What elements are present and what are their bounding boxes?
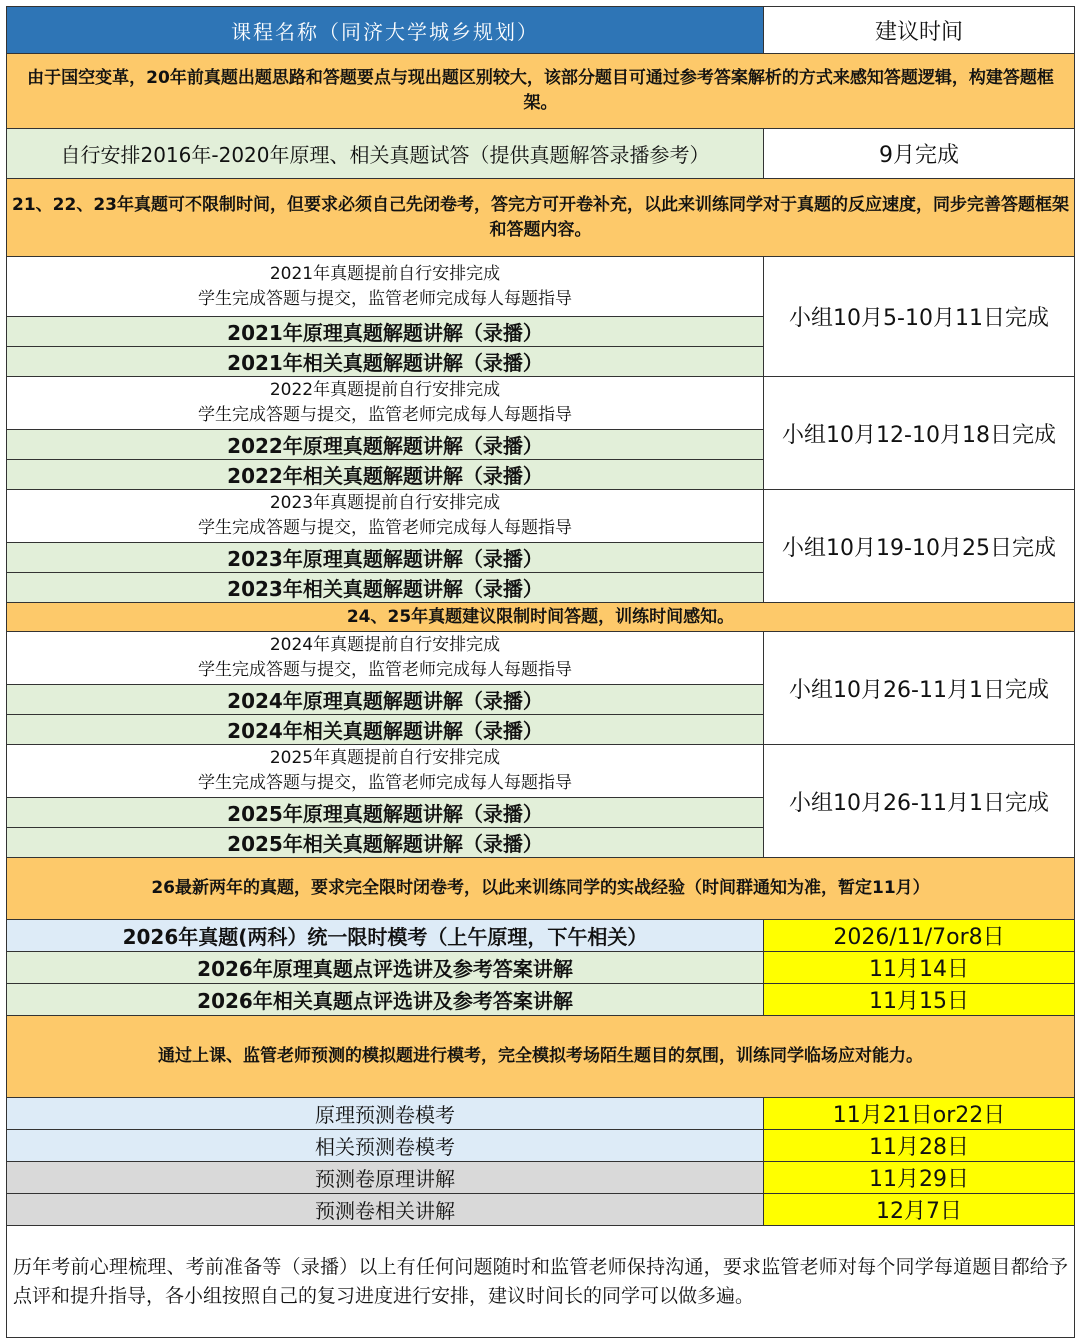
note-24-25: 24、25年真题建议限制时间答题，训练时间感知。 <box>7 603 1075 632</box>
year-task-row <box>7 490 1075 543</box>
related-lecture-2025: 2025年相关真题解题讲解（录播） <box>7 828 764 858</box>
year-task-line1: 2024年真题提前自行安排完成 <box>269 635 501 655</box>
mock-principle-lecture-time: 11月29日 <box>764 1162 1075 1194</box>
year-task-row <box>7 257 1075 317</box>
self-study-row <box>7 129 1075 179</box>
exam-row <box>7 984 1075 1016</box>
exam-2026-related-task: 2026年相关真题点评选讲及参考答案讲解 <box>7 984 764 1016</box>
mock-related-lecture-task: 预测卷相关讲解 <box>7 1194 764 1226</box>
self-study-time: 9月完成 <box>764 129 1075 179</box>
year-task-line2: 学生完成答题与提交，监管老师完成每人每题指导 <box>198 288 572 309</box>
year-time-2023: 小组10月19-10月25日完成 <box>764 490 1075 603</box>
schedule-table <box>6 6 1075 1338</box>
exam-row <box>7 920 1075 952</box>
principle-lecture-2023: 2023年原理真题解题讲解（录播） <box>7 543 764 573</box>
note-reform: 由于国空变革，20年前真题出题思路和答题要点与现出题区别较大，该部分题目可通过参考答案解析的方式来感知答题逻辑，构建答题框架。 <box>7 54 1075 129</box>
exam-2026-time: 2026/11/7or8日 <box>764 920 1075 952</box>
exam-2026-principle-task: 2026年原理真题点评选讲及参考答案讲解 <box>7 952 764 984</box>
note-row <box>7 1016 1075 1098</box>
principle-lecture-2021: 2021年原理真题解题讲解（录播） <box>7 317 764 347</box>
footer-row <box>7 1226 1075 1338</box>
mock-row <box>7 1194 1075 1226</box>
year-task-line2: 学生完成答题与提交，监管老师完成每人每题指导 <box>198 773 572 793</box>
exam-2026-principle-time: 11月14日 <box>764 952 1075 984</box>
year-task-line1: 2022年真题提前自行安排完成 <box>269 380 501 400</box>
year-task-line1: 2021年真题提前自行安排完成 <box>269 263 501 284</box>
year-task-row <box>7 745 1075 798</box>
year-time-2021: 小组10月5-10月11日完成 <box>764 257 1075 377</box>
year-task-2022 <box>7 377 764 430</box>
year-time-2022: 小组10月12-10月18日完成 <box>764 377 1075 490</box>
year-time-2024: 小组10月26-11月1日完成 <box>764 632 1075 745</box>
principle-lecture-2022: 2022年原理真题解题讲解（录播） <box>7 430 764 460</box>
exam-2026-task: 2026年真题(两科）统一限时模考（上午原理，下午相关） <box>7 920 764 952</box>
mock-row <box>7 1130 1075 1162</box>
related-lecture-2022: 2022年相关真题解题讲解（录播） <box>7 460 764 490</box>
year-task-2024 <box>7 632 764 685</box>
year-task-line2: 学生完成答题与提交，监管老师完成每人每题指导 <box>198 405 572 425</box>
note-row <box>7 54 1075 129</box>
footer-note: 历年考前心理梳理、考前准备等（录播）以上有任何问题随时和监管老师保持沟通，要求监管老师对每个同学每道题目都给予点评和提升指导，各小组按照自己的复习进度进行安排，建议时间长的同学可以做多遍。 <box>7 1226 1075 1338</box>
mock-related-task: 相关预测卷模考 <box>7 1130 764 1162</box>
mock-related-lecture-time: 12月7日 <box>764 1194 1075 1226</box>
exam-row <box>7 952 1075 984</box>
mock-principle-lecture-task: 预测卷原理讲解 <box>7 1162 764 1194</box>
course-name-header: 课程名称（同济大学城乡规划） <box>7 7 764 54</box>
mock-principle-task: 原理预测卷模考 <box>7 1098 764 1130</box>
year-task-line1: 2025年真题提前自行安排完成 <box>269 748 501 768</box>
year-task-line1: 2023年真题提前自行安排完成 <box>269 493 501 513</box>
note-row <box>7 603 1075 632</box>
mock-row <box>7 1098 1075 1130</box>
related-lecture-2024: 2024年相关真题解题讲解（录播） <box>7 715 764 745</box>
year-task-row <box>7 632 1075 685</box>
related-lecture-2021: 2021年相关真题解题讲解（录播） <box>7 347 764 377</box>
note-26: 26最新两年的真题，要求完全限时闭卷考，以此来训练同学的实战经验（时间群通知为准，暂定11月） <box>7 858 1075 920</box>
note-21-23: 21、22、23年真题可不限制时间，但要求必须自己先闭卷考，答完方可开卷补充，以此来训练同学对于真题的反应速度，同步完善答题框架和答题内容。 <box>7 179 1075 257</box>
year-task-2023 <box>7 490 764 543</box>
year-task-2021 <box>7 257 764 317</box>
suggested-time-header: 建议时间 <box>764 7 1075 54</box>
year-task-line2: 学生完成答题与提交，监管老师完成每人每题指导 <box>198 660 572 680</box>
year-time-2025: 小组10月26-11月1日完成 <box>764 745 1075 858</box>
mock-principle-time: 11月21日or22日 <box>764 1098 1075 1130</box>
principle-lecture-2025: 2025年原理真题解题讲解（录播） <box>7 798 764 828</box>
exam-2026-related-time: 11月15日 <box>764 984 1075 1016</box>
note-row <box>7 858 1075 920</box>
year-task-2025 <box>7 745 764 798</box>
mock-related-time: 11月28日 <box>764 1130 1075 1162</box>
self-study-task: 自行安排2016年-2020年原理、相关真题试答（提供真题解答录播参考） <box>7 129 764 179</box>
year-task-row <box>7 377 1075 430</box>
note-mock: 通过上课、监管老师预测的模拟题进行模考，完全模拟考场陌生题目的氛围，训练同学临场应对能力。 <box>7 1016 1075 1098</box>
related-lecture-2023: 2023年相关真题解题讲解（录播） <box>7 573 764 603</box>
year-task-line2: 学生完成答题与提交，监管老师完成每人每题指导 <box>198 518 572 538</box>
mock-row <box>7 1162 1075 1194</box>
principle-lecture-2024: 2024年原理真题解题讲解（录播） <box>7 685 764 715</box>
header-row <box>7 7 1075 54</box>
note-row <box>7 179 1075 257</box>
